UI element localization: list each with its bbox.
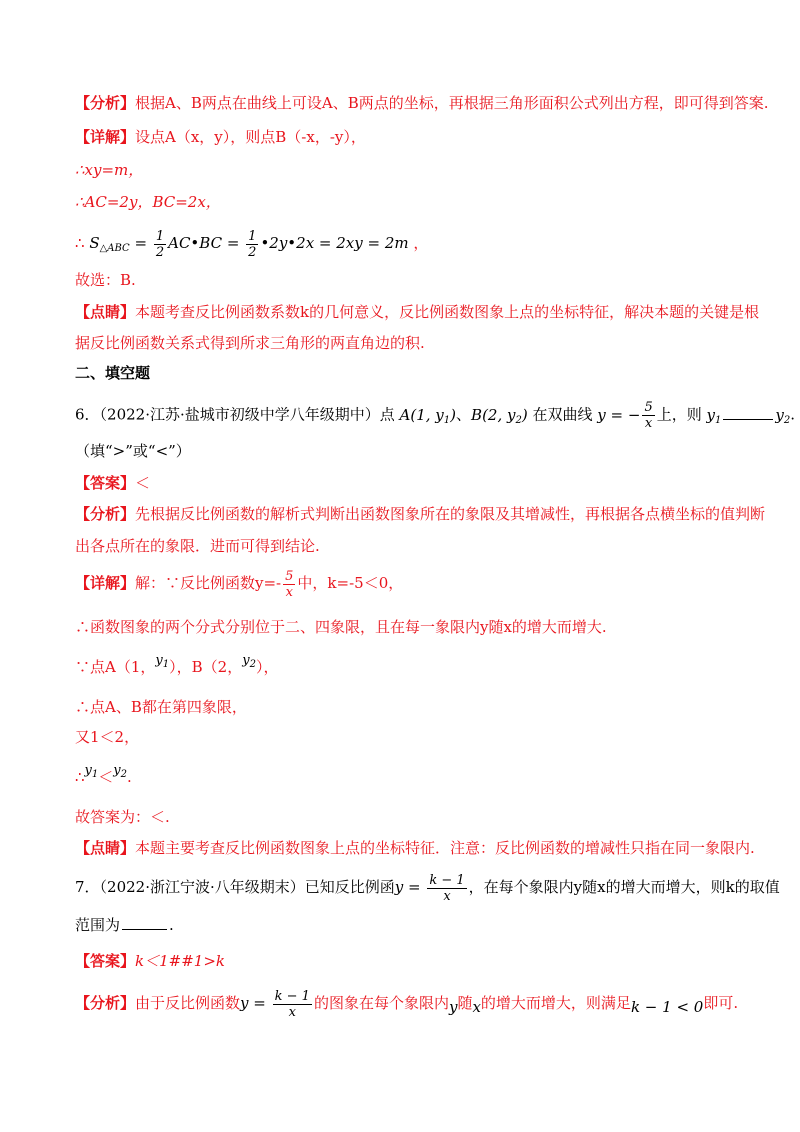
q6-y1: $y_1$ xyxy=(706,405,722,426)
q6-comment-line: 【点睛】本题主要考查反比例函数图象上点的坐标特征．注意：反比例函数的增减性只指在同一象限内. xyxy=(75,839,755,857)
q5-comment-line2: 据反比例函数关系式得到所求三角形的两直角边的积. xyxy=(75,334,425,352)
analysis-tag: 【分析】 xyxy=(75,94,136,112)
q6-curve-equation: y = − $\frac{5}{x}$ xyxy=(597,400,653,431)
q6-step-points: ∵点A（1，$y_1$），B（2，$y_2$）， xyxy=(75,653,279,676)
q6-step-fourth-quadrant: ∴点A、B都在第四象限， xyxy=(75,698,247,716)
comment-tag: 【点睛】 xyxy=(75,303,136,321)
therefore-symbol: ∴ xyxy=(75,234,85,252)
q6-answer-line xyxy=(75,473,150,493)
analysis-tag: 【分析】 xyxy=(75,994,136,1012)
q5-detail-text: 设点A（x，y），则点B（-x，-y）， xyxy=(135,128,366,146)
q7-stem: 7．（2022·浙江宁波·八年级期末）已知反比例函y = $\frac{k - 1}{x}$ ，在每个象限内y随x的增大而增大，则k的取值 xyxy=(75,872,780,904)
q5-area-formula-line: ∴ $S_{\triangle ABC}$ = $\frac{1}{2}$ AC•BC = $\frac{1}{2}$ •2y•2x = 2xy = 2m ， xyxy=(75,228,429,260)
detail-tag: 【详解】 xyxy=(75,574,136,592)
q7-condition: k − 1 < 0 xyxy=(630,998,704,1016)
section-heading: 二、填空题 xyxy=(75,364,151,382)
q5-analysis-text: 根据A、B两点在曲线上可设A、B两点的坐标，再根据三角形面积公式列出方程，即可得到答案. xyxy=(135,94,769,112)
q6-y2: $y_2$ xyxy=(113,763,128,780)
q6-y2: $y_2$ xyxy=(242,653,256,670)
q6-step-quadrants: ∴函数图象的两个分式分别位于二、四象限，且在每一象限内y随x的增大而增大. xyxy=(75,618,607,636)
q6-point-a: A(1, $y_1$) xyxy=(399,405,457,426)
q6-answer-blank xyxy=(723,407,773,420)
q6-analysis-line1: 【分析】先根据反比例函数的解析式判断出函数图象所在的象限及其增减性，再根据各点横坐标的值判断 xyxy=(75,505,766,523)
q6-step-compare: 又1＜2， xyxy=(75,728,140,746)
q6-final-answer: 故答案为：＜. xyxy=(75,808,170,826)
q7-stem-line2: 范围为 . xyxy=(75,916,174,934)
answer-tag: 【答案】 xyxy=(75,474,136,492)
comment-tag: 【点睛】 xyxy=(75,839,136,857)
q6-y1: $y_1$ xyxy=(84,763,99,780)
detail-tag: 【详解】 xyxy=(75,128,136,146)
q5-detail-line xyxy=(75,127,366,147)
q6-point-b: B(2, $y_2$) xyxy=(471,405,528,426)
q6-hint: （填“>”或“<”） xyxy=(75,442,191,460)
q6-analysis-line2: 出各点所在的象限．进而可得到结论. xyxy=(75,537,320,555)
q7-answer-line xyxy=(75,951,225,971)
q5-area-formula: $S_{\triangle ABC}$ = $\frac{1}{2}$ AC•BC = $\frac{1}{2}$ •2y•2x = 2xy = 2m xyxy=(89,228,414,260)
q6-step-conclusion: $\therefore y_1<y_2$. xyxy=(75,763,132,786)
q7-answer-blank xyxy=(122,917,167,930)
q6-y1: $y_1$ xyxy=(155,653,170,670)
q7-function: y = $\frac{k - 1}{x}$ xyxy=(394,872,465,904)
q5-analysis-line xyxy=(75,93,769,113)
q7-answer: k＜1##1>k xyxy=(135,952,225,970)
q6-detail-line: 【详解】解：∵反比例函数y=- $\frac{5}{x}$ 中，k=-5＜0， xyxy=(75,568,404,600)
q6-answer: ＜ xyxy=(135,474,151,492)
q7-function: y = $\frac{k - 1}{x}$ xyxy=(240,988,310,1020)
q5-step-xy: ∴xy=m， xyxy=(75,161,144,179)
q5-step-ac-bc: ∴AC=2y，BC=2x， xyxy=(75,193,221,211)
analysis-tag: 【分析】 xyxy=(75,505,136,523)
q6-stem: 6．（2022·江苏·盐城市初级中学八年级期中）点 A(1, $y_1$)、B(2, $y_2$) 在双曲线 y = − $\frac{5}{x}$ 上，则 $y_1$ $y_2$. xyxy=(75,400,796,431)
q5-choice: 故选：B. xyxy=(75,271,136,289)
q6-y2: $y_2$ xyxy=(775,405,791,426)
q7-analysis-line: 【分析】由于反比例函数y = $\frac{k - 1}{x}$ 的图象在每个象限内y随x的增大而增大，则满足k − 1 < 0即可. xyxy=(75,988,739,1020)
q5-comment-line1: 【点睛】本题考查反比例函数系数k的几何意义，反比例函数图象上点的坐标特征，解决本题的关键是根 xyxy=(75,303,760,321)
answer-tag: 【答案】 xyxy=(75,952,136,970)
